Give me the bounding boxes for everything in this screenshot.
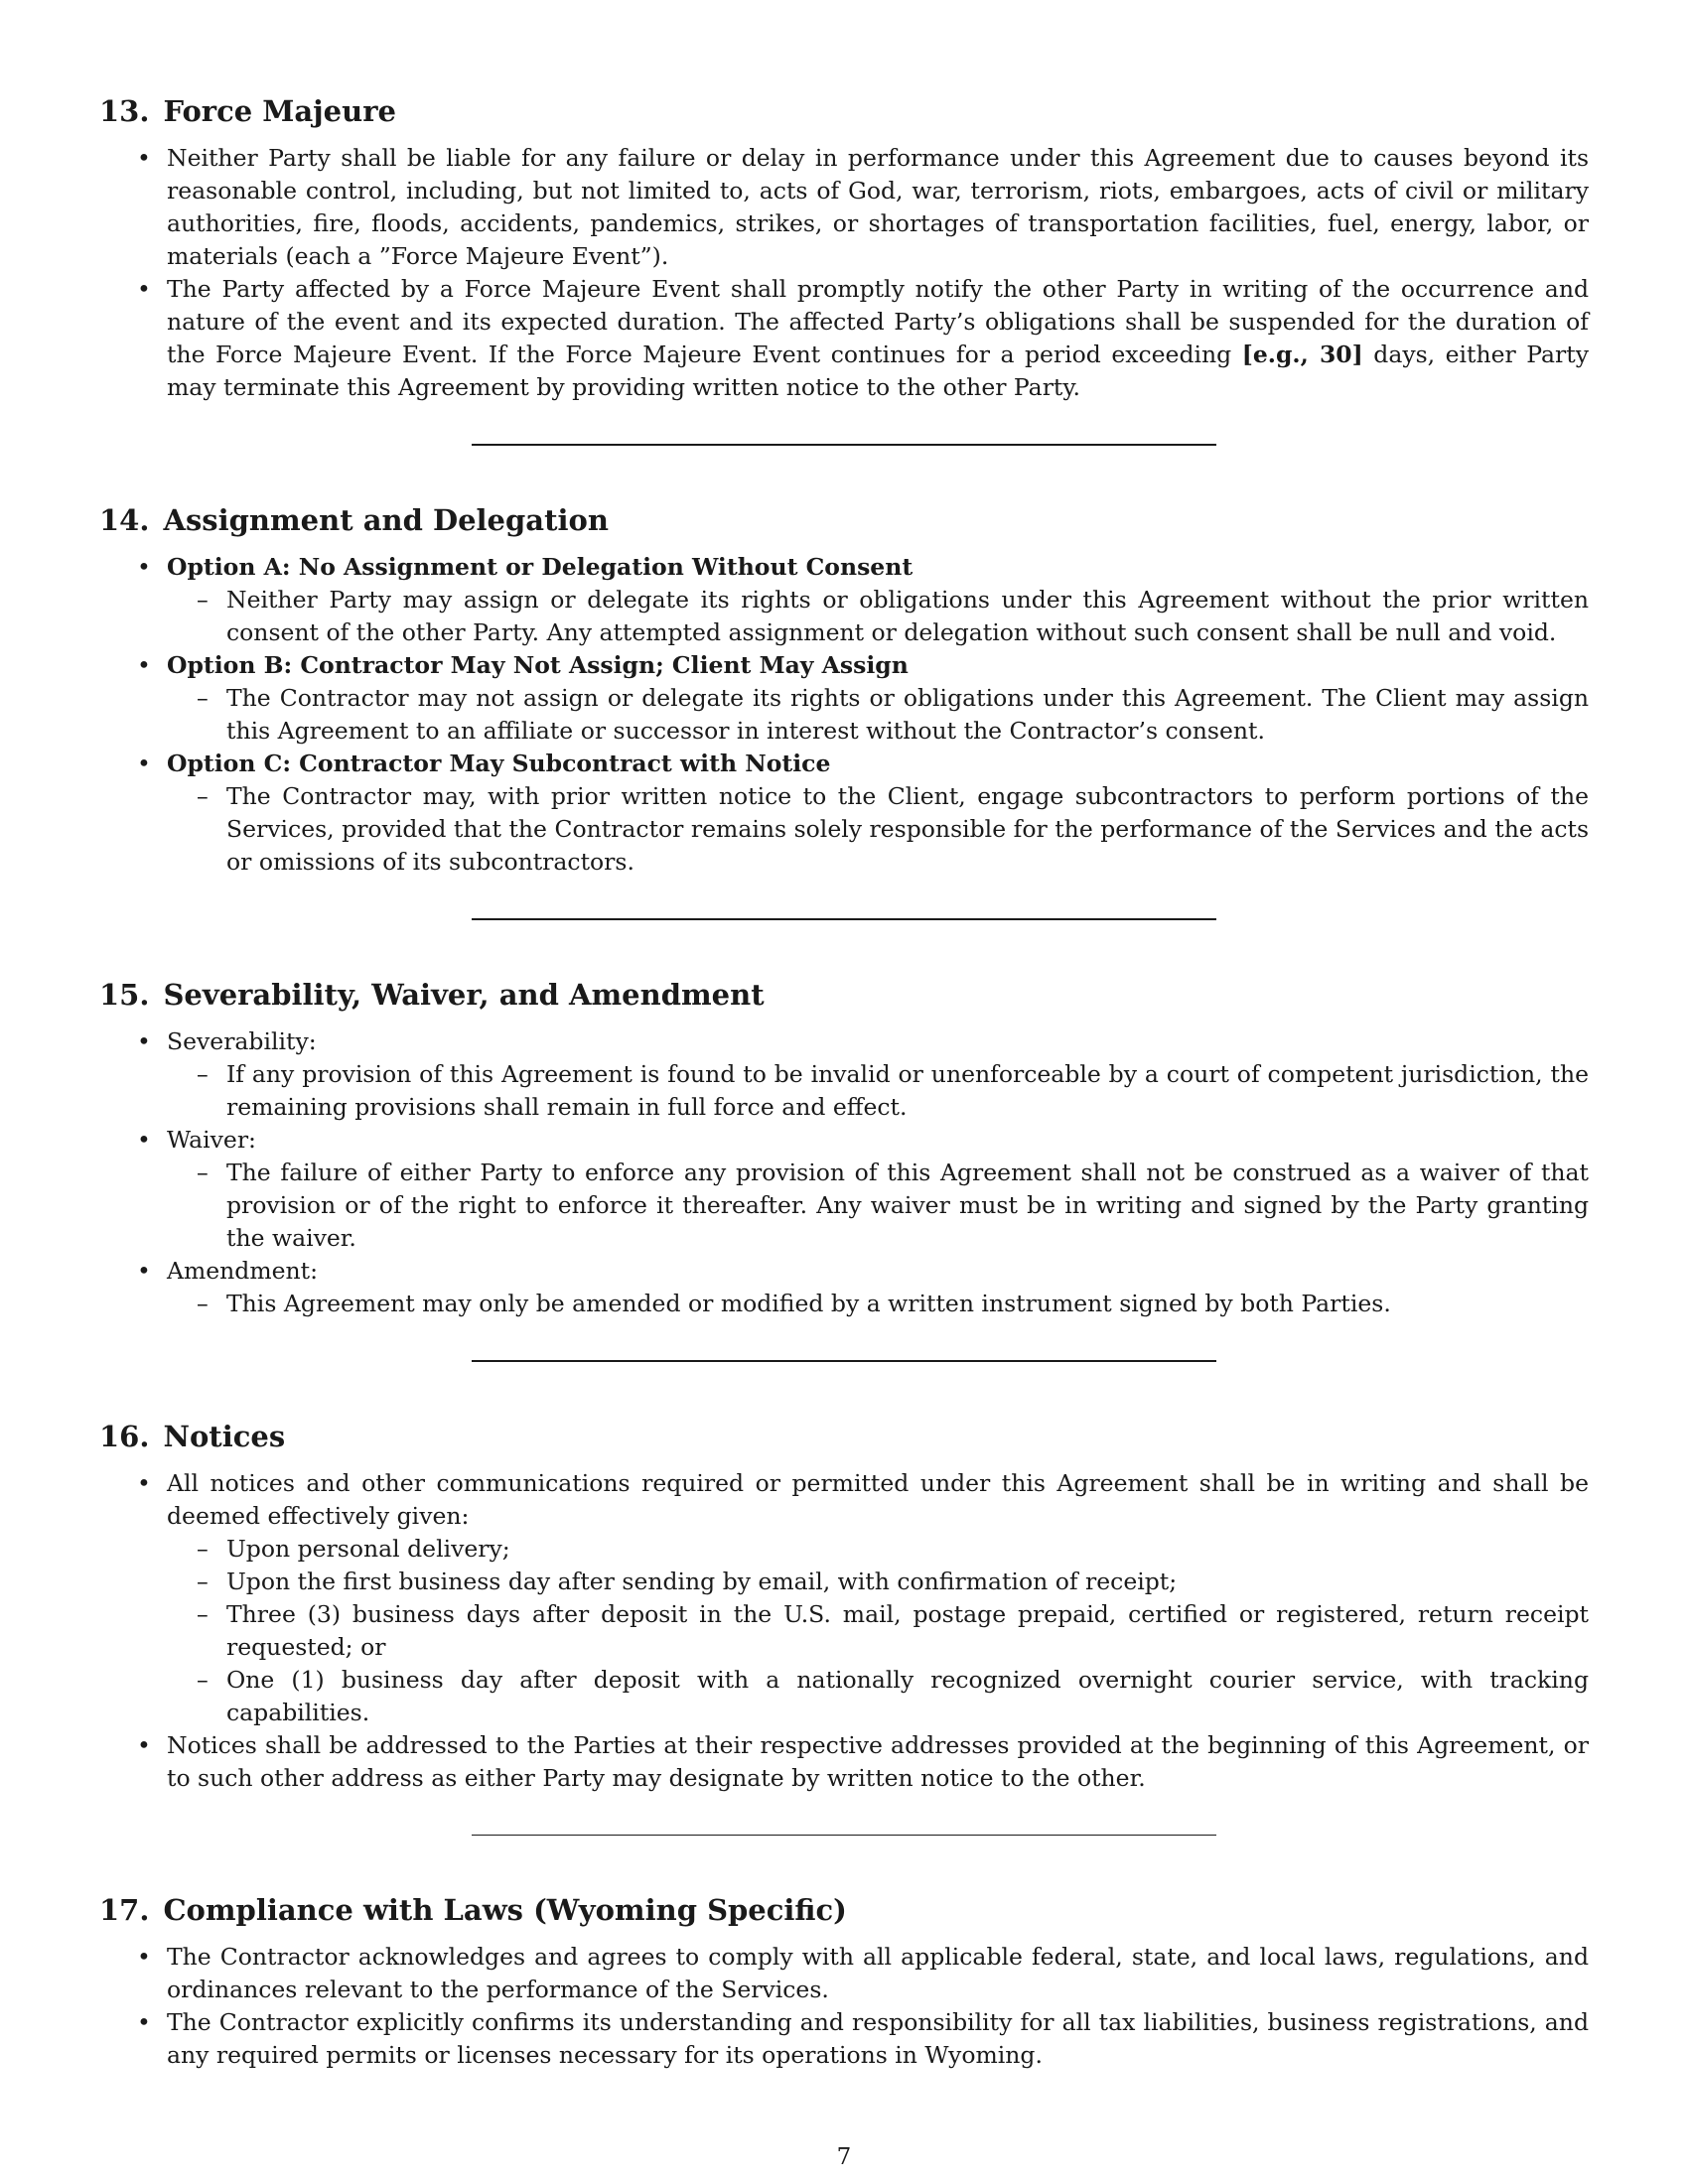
section-notices xyxy=(99,1420,1589,1795)
list-item xyxy=(167,551,1589,649)
section-number: 17. xyxy=(99,1893,150,1927)
section-divider xyxy=(99,1835,1589,1836)
bullet-list xyxy=(99,551,1589,879)
section-number: 14. xyxy=(99,503,150,537)
sub-list-item: – The failure of either Party to enforce any provision of this Agreement shall not be construed as a waiver of that provision or of the right to enforce it thereafter. Any waiver must be in writing and signed by the Party granting the waiver. xyxy=(226,1157,1589,1255)
sub-list xyxy=(167,1533,1589,1729)
sub-list-item: – Three (3) business days after deposit in the U.S. mail, postage prepaid, certified or registered, return receipt requested; or xyxy=(226,1598,1589,1664)
item-label: Amendment: xyxy=(167,1257,319,1285)
list-item: • Notices shall be addressed to the Parties at their respective addresses provided at the beginning of this Agreement, or to such other address as either Party may designate by written notice to the other. xyxy=(167,1729,1589,1795)
sub-list-item: – The Contractor may not assign or delegate its rights or obligations under this Agreement. The Client may assign this Agreement to an affiliate or successor in interest without the Contractor’s consent. xyxy=(226,682,1589,748)
bullet-list xyxy=(99,1467,1589,1795)
sub-list-item: – Upon the first business day after sending by email, with confirmation of receipt; xyxy=(226,1566,1589,1598)
horizontal-rule xyxy=(472,1360,1216,1362)
sub-list xyxy=(167,1157,1589,1255)
sub-list-item: – If any provision of this Agreement is found to be invalid or unenforceable by a court of competent jurisdiction, the remaining provisions shall remain in full force and effect. xyxy=(226,1058,1589,1124)
list-item xyxy=(167,1025,1589,1124)
section-title: Assignment and Delegation xyxy=(163,503,609,537)
section-title: Notices xyxy=(163,1420,286,1453)
section-heading xyxy=(99,1420,1589,1453)
section-title: Severability, Waiver, and Amendment xyxy=(163,978,765,1012)
bullet-list xyxy=(99,1941,1589,2072)
sub-list-item: – The Contractor may, with prior written notice to the Client, engage subcontractors to perform portions of the Services, provided that the Contractor remains solely responsible for the performance of the Services and the acts or omissions of its subcontractors. xyxy=(226,780,1589,879)
option-label: Option A: No Assignment or Delegation Without Consent xyxy=(167,553,914,581)
list-item: • Neither Party shall be liable for any failure or delay in performance under this Agreement due to causes beyond its reasonable control, including, but not limited to, acts of God, war, terrorism, riots, embargoes, acts of civil or military authorities, fire, floods, accidents, pandemics, strikes, or shortages of transportation facilities, fuel, energy, labor, or materials (each a ”Force Majeure Event”). xyxy=(167,142,1589,273)
horizontal-rule xyxy=(472,918,1216,920)
list-item: • The Contractor acknowledges and agrees to comply with all applicable federal, state, and local laws, regulations, and ordinances relevant to the performance of the Services. xyxy=(167,1941,1589,2006)
section-divider xyxy=(99,444,1589,446)
section-title: Compliance with Laws (Wyoming Specific) xyxy=(163,1893,847,1927)
section-heading xyxy=(99,978,1589,1012)
section-heading xyxy=(99,1893,1589,1927)
placeholder-term: [e.g., 30] xyxy=(1241,341,1363,368)
sub-list xyxy=(167,1058,1589,1124)
bullet-list xyxy=(99,142,1589,404)
section-heading xyxy=(99,94,1589,128)
sub-list-item: – Neither Party may assign or delegate its rights or obligations under this Agreement without the prior written consent of the other Party. Any attempted assignment or delegation without such consent shall be null and void. xyxy=(226,584,1589,649)
item-text: All notices and other communications required or permitted under this Agreement shall be in writing and shall be deemed effectively given: xyxy=(167,1469,1589,1530)
list-item xyxy=(167,1124,1589,1255)
section-compliance xyxy=(99,1893,1589,2072)
list-item xyxy=(167,1467,1589,1729)
page-number: 7 xyxy=(836,2144,852,2170)
section-severability xyxy=(99,978,1589,1320)
option-label: Option B: Contractor May Not Assign; Client May Assign xyxy=(167,651,909,679)
bullet-list xyxy=(99,1025,1589,1320)
list-item xyxy=(167,748,1589,879)
sub-list-item: – One (1) business day after deposit with a nationally recognized overnight courier service, with tracking capabilities. xyxy=(226,1664,1589,1729)
section-number: 15. xyxy=(99,978,150,1012)
section-divider xyxy=(99,918,1589,920)
list-item xyxy=(167,273,1589,404)
sub-list xyxy=(167,780,1589,879)
sub-list-item: – This Agreement may only be amended or modified by a written instrument signed by both Parties. xyxy=(226,1288,1589,1320)
list-item xyxy=(167,649,1589,748)
item-text: The Party affected by a Force Majeure Event shall promptly notify the other Party in writing of the occurrence and nature of the event and its expected duration. The affected Party’s obligations shall be suspended for the duration of the Force Majeure Event. If the Force Majeure Event continues for a period exceeding xyxy=(167,275,1589,368)
section-heading xyxy=(99,503,1589,537)
list-item: • The Contractor explicitly confirms its understanding and responsibility for all tax liabilities, business registrations, and any required permits or licenses necessary for its operations in Wyoming. xyxy=(167,2006,1589,2072)
option-label: Option C: Contractor May Subcontract with Notice xyxy=(167,750,831,777)
section-force-majeure xyxy=(99,94,1589,404)
sub-list xyxy=(167,584,1589,649)
section-assignment xyxy=(99,503,1589,879)
sub-list xyxy=(167,1288,1589,1320)
item-label: Waiver: xyxy=(167,1126,256,1154)
document-page xyxy=(99,94,1589,2072)
section-number: 16. xyxy=(99,1420,150,1453)
sub-list xyxy=(167,682,1589,748)
sub-list-item: – Upon personal delivery; xyxy=(226,1533,1589,1566)
item-text: days, either Party may terminate this Agreement by providing written notice to the other Party. xyxy=(167,341,1589,401)
list-item xyxy=(167,1255,1589,1320)
item-label: Severability: xyxy=(167,1027,317,1055)
section-title: Force Majeure xyxy=(163,94,396,128)
horizontal-rule xyxy=(472,1835,1216,1836)
section-divider xyxy=(99,1360,1589,1362)
section-number: 13. xyxy=(99,94,150,128)
horizontal-rule xyxy=(472,444,1216,446)
